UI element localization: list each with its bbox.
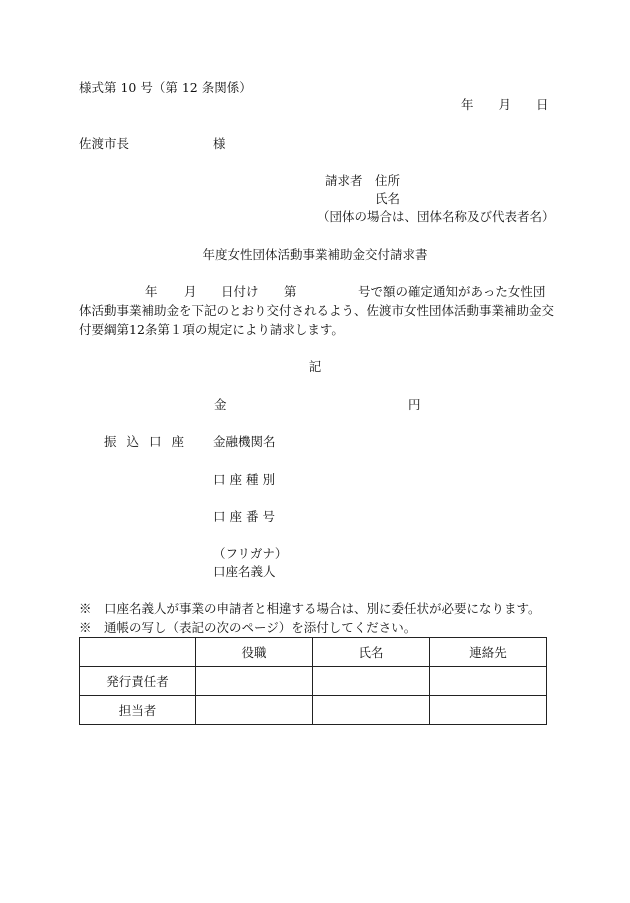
date-line: 年 月 日 <box>461 97 549 112</box>
body-day: 日付け <box>221 284 259 299</box>
address-label: 住所 <box>375 173 401 188</box>
responsible-table <box>79 637 547 725</box>
addressee-honorific: 様 <box>213 136 226 151</box>
header-name: 氏名 <box>313 638 430 667</box>
body-line3: 付要綱第12条第１項の規定により請求します。 <box>79 322 344 337</box>
form-number: 様式第 10 号（第 12 条関係） <box>79 80 252 95</box>
issuer-position-cell[interactable] <box>196 667 313 696</box>
header-blank <box>80 638 196 667</box>
note-power-of-attorney: ※ 口座名義人が事業の申請者と相違する場合は、別に委任状が必要になります。 <box>79 601 541 616</box>
row-label-issuer: 発行責任者 <box>80 667 196 696</box>
requester-label: 請求者 <box>325 173 363 188</box>
body-year: 年 <box>145 284 158 299</box>
table-row <box>80 667 547 696</box>
header-contact: 連絡先 <box>430 638 547 667</box>
issuer-contact-cell[interactable] <box>430 667 547 696</box>
note-passbook-copy: ※ 通帳の写し（表記の次のページ）を添付してください。 <box>79 620 417 635</box>
body-line2: 体活動事業補助金を下記のとおり交付されるよう、佐渡市女性団体活動事業補助金交 <box>79 303 555 318</box>
group-note: （団体の場合は、団体名称及び代表者名） <box>317 209 555 224</box>
amount-unit: 円 <box>408 397 421 412</box>
transfer-label: 振込口座 <box>104 434 195 449</box>
institution-label: 金融機関名 <box>213 434 276 449</box>
furigana-label: （フリガナ） <box>213 546 288 561</box>
issuer-name-cell[interactable] <box>313 667 430 696</box>
account-number-label: 口座番号 <box>213 509 280 524</box>
row-label-staff: 担当者 <box>80 696 196 725</box>
staff-name-cell[interactable] <box>313 696 430 725</box>
document-title: 年度女性団体活動事業補助金交付請求書 <box>202 247 428 262</box>
body-month: 月 <box>184 284 197 299</box>
amount-label: 金 <box>214 397 227 412</box>
staff-contact-cell[interactable] <box>430 696 547 725</box>
body-notice: 号で額の確定通知があった女性団 <box>358 284 546 299</box>
body-dai: 第 <box>284 284 297 299</box>
account-type-label: 口座種別 <box>213 472 280 487</box>
table-header-row <box>80 638 547 667</box>
name-label: 氏名 <box>375 191 401 206</box>
ki-label: 記 <box>308 359 322 374</box>
holder-label: 口座名義人 <box>213 564 276 579</box>
header-position: 役職 <box>196 638 313 667</box>
addressee-name: 佐渡市長 <box>79 136 130 151</box>
staff-position-cell[interactable] <box>196 696 313 725</box>
table-row <box>80 696 547 725</box>
